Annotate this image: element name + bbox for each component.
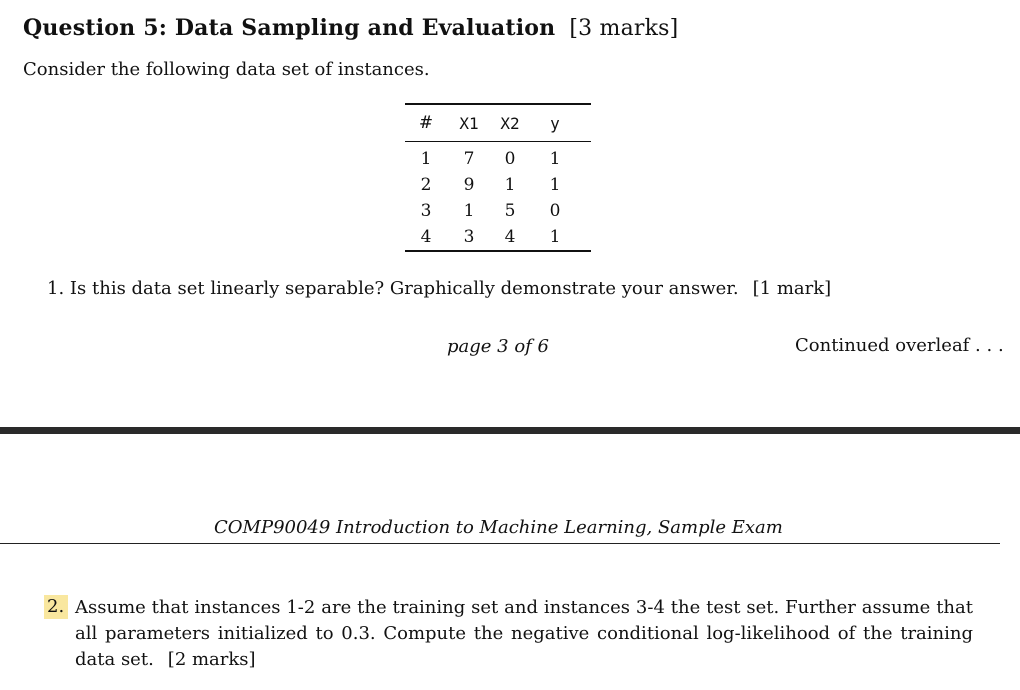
question-intro: Consider the following data set of instances.	[23, 59, 430, 80]
table-cell: 1	[549, 149, 561, 169]
table-cell: 7	[463, 149, 475, 169]
table-row	[405, 198, 591, 224]
table-header-cell: y	[550, 113, 560, 133]
table-cell: 0	[549, 201, 561, 221]
continued-overleaf: Continued overleaf . . .	[795, 335, 1004, 356]
question-title	[23, 15, 678, 41]
table-cell: 3	[420, 201, 432, 221]
item-text: Is this data set linearly separable? Graphically demonstrate your answer.	[69, 278, 739, 299]
item-marks: [2 marks]	[167, 649, 256, 670]
question-item-2	[75, 595, 973, 673]
table-header-cell: X1	[459, 113, 479, 133]
item-number-highlighted[interactable]: 2.	[44, 595, 68, 619]
table-cell: 9	[463, 175, 475, 195]
item-text: Assume that instances 1-2 are the training set and instances 3-4 the test set. Further assume that all parameters initialized to 0.3. Compute the negative conditional log-likelihood of the training data set.	[75, 597, 973, 670]
table-cell: 0	[504, 149, 516, 169]
table-cell: 1	[420, 149, 432, 169]
question-title-text: Question 5: Data Sampling and Evaluation	[23, 15, 556, 41]
table-header-cell: #	[418, 113, 434, 133]
table-cell: 4	[420, 227, 432, 247]
table-header-cell: X2	[500, 113, 520, 133]
table-row	[405, 172, 591, 198]
table-cell: 1	[504, 175, 516, 195]
page-number: page 3 of 6	[447, 336, 549, 357]
question-item-1	[47, 278, 831, 299]
table-cell: 1	[549, 175, 561, 195]
table-header-row	[405, 105, 591, 142]
page-break-divider	[0, 427, 1020, 434]
table-cell: 1	[463, 201, 475, 221]
table-cell: 2	[420, 175, 432, 195]
table-row	[405, 146, 591, 172]
table-cell: 5	[504, 201, 516, 221]
table-cell: 3	[463, 227, 475, 247]
item-number: 1.	[47, 278, 65, 299]
table-row	[405, 224, 591, 250]
question-marks: [3 marks]	[569, 16, 679, 41]
header-rule	[0, 543, 1000, 544]
table-cell: 4	[504, 227, 516, 247]
running-header: COMP90049 Introduction to Machine Learning, Sample Exam	[214, 517, 783, 538]
item-marks: [1 mark]	[752, 278, 832, 299]
data-table	[405, 103, 591, 252]
table-cell: 1	[549, 227, 561, 247]
